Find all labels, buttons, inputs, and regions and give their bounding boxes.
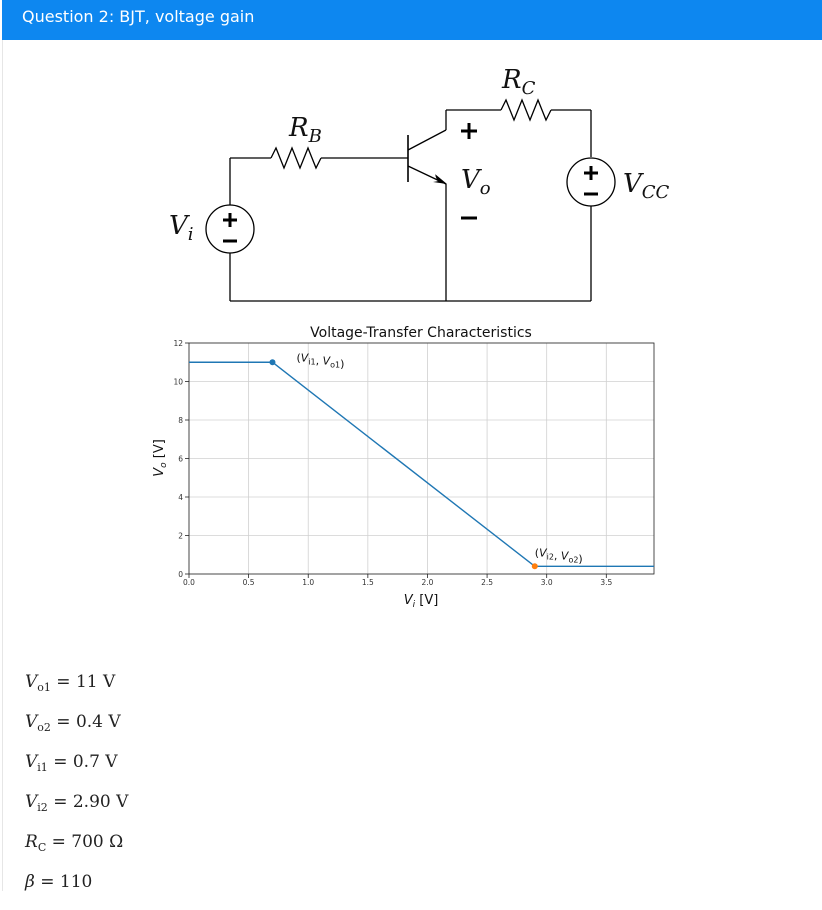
chart-title: Voltage-Transfer Characteristics: [310, 325, 532, 341]
parameter-symbol: R: [25, 832, 38, 852]
y-tick-label: 10: [173, 377, 183, 387]
vi-label: $V_i$: [169, 211, 194, 245]
parameter-value: = 11 V: [50, 672, 116, 692]
parameter-value: = 110: [34, 872, 93, 892]
parameter-value: = 700 Ω: [46, 832, 124, 852]
parameter-symbol: V: [25, 672, 38, 692]
x-tick-label: 0.5: [242, 578, 255, 587]
parameter-value: = 2.90 V: [47, 792, 129, 812]
parameter-subscript: o2: [37, 721, 51, 734]
parameter-subscript: C: [37, 841, 47, 854]
parameter-symbol: V: [25, 752, 38, 772]
y-axis-label: $V_o$ [V]: [152, 439, 169, 477]
question-header: [2, 0, 822, 40]
x-tick-label: 1.0: [302, 578, 315, 587]
rb-label: $R_B$: [289, 113, 322, 147]
parameter-symbol: V: [25, 792, 38, 812]
vi-source: [206, 205, 254, 253]
parameter-row: [25, 870, 128, 910]
breakpoint-marker: [269, 359, 275, 365]
y-tick-label: 4: [178, 493, 183, 502]
parameter-subscript: i2: [37, 801, 48, 814]
parameter-row: [25, 830, 128, 870]
parameter-row: [25, 750, 128, 790]
vo-label: $V_o$: [461, 165, 491, 199]
x-tick-label: 3.5: [600, 578, 613, 587]
parameter-symbol: β: [25, 872, 35, 892]
vtc-chart: [133, 320, 683, 620]
question-content: [2, 40, 822, 891]
vcc-source: [567, 158, 615, 206]
y-tick-label: 6: [178, 454, 183, 464]
y-tick-label: 12: [173, 339, 183, 348]
parameter-list: [25, 670, 128, 910]
parameter-subscript: i1: [37, 761, 48, 774]
x-tick-label: 2.5: [481, 578, 494, 587]
parameter-symbol: V: [25, 712, 38, 732]
x-tick-label: 3.0: [540, 578, 553, 587]
y-tick-label: 0: [178, 570, 183, 579]
parameter-row: [25, 710, 128, 750]
parameter-value: = 0.4 V: [50, 712, 121, 732]
y-tick-label: 8: [178, 416, 183, 425]
parameter-value: = 0.7 V: [47, 752, 118, 772]
resistor-rc: [501, 100, 551, 120]
question-title: Question 2: BJT, voltage gain: [22, 7, 255, 26]
x-tick-label: 2.0: [421, 578, 434, 587]
x-axis-label: $V_i$ [V]: [403, 593, 439, 610]
x-tick-label: 1.5: [361, 578, 374, 587]
y-tick-label: 2: [178, 531, 183, 541]
bjt-circuit-diagram: [153, 60, 683, 310]
parameter-row: [25, 670, 128, 710]
resistor-rb: [271, 148, 321, 168]
vcc-label: $V_{CC}$: [623, 169, 670, 203]
parameter-subscript: o1: [37, 681, 51, 694]
breakpoint-label: ($V_{i1}$, $V_{o1}$): [296, 351, 345, 371]
breakpoint-label: ($V_{i2}$, $V_{o2}$): [534, 546, 583, 566]
x-tick-label: 0.0: [183, 578, 195, 587]
breakpoint-marker: [532, 563, 538, 569]
parameter-row: [25, 790, 128, 830]
rc-label: $R_C$: [502, 65, 536, 99]
